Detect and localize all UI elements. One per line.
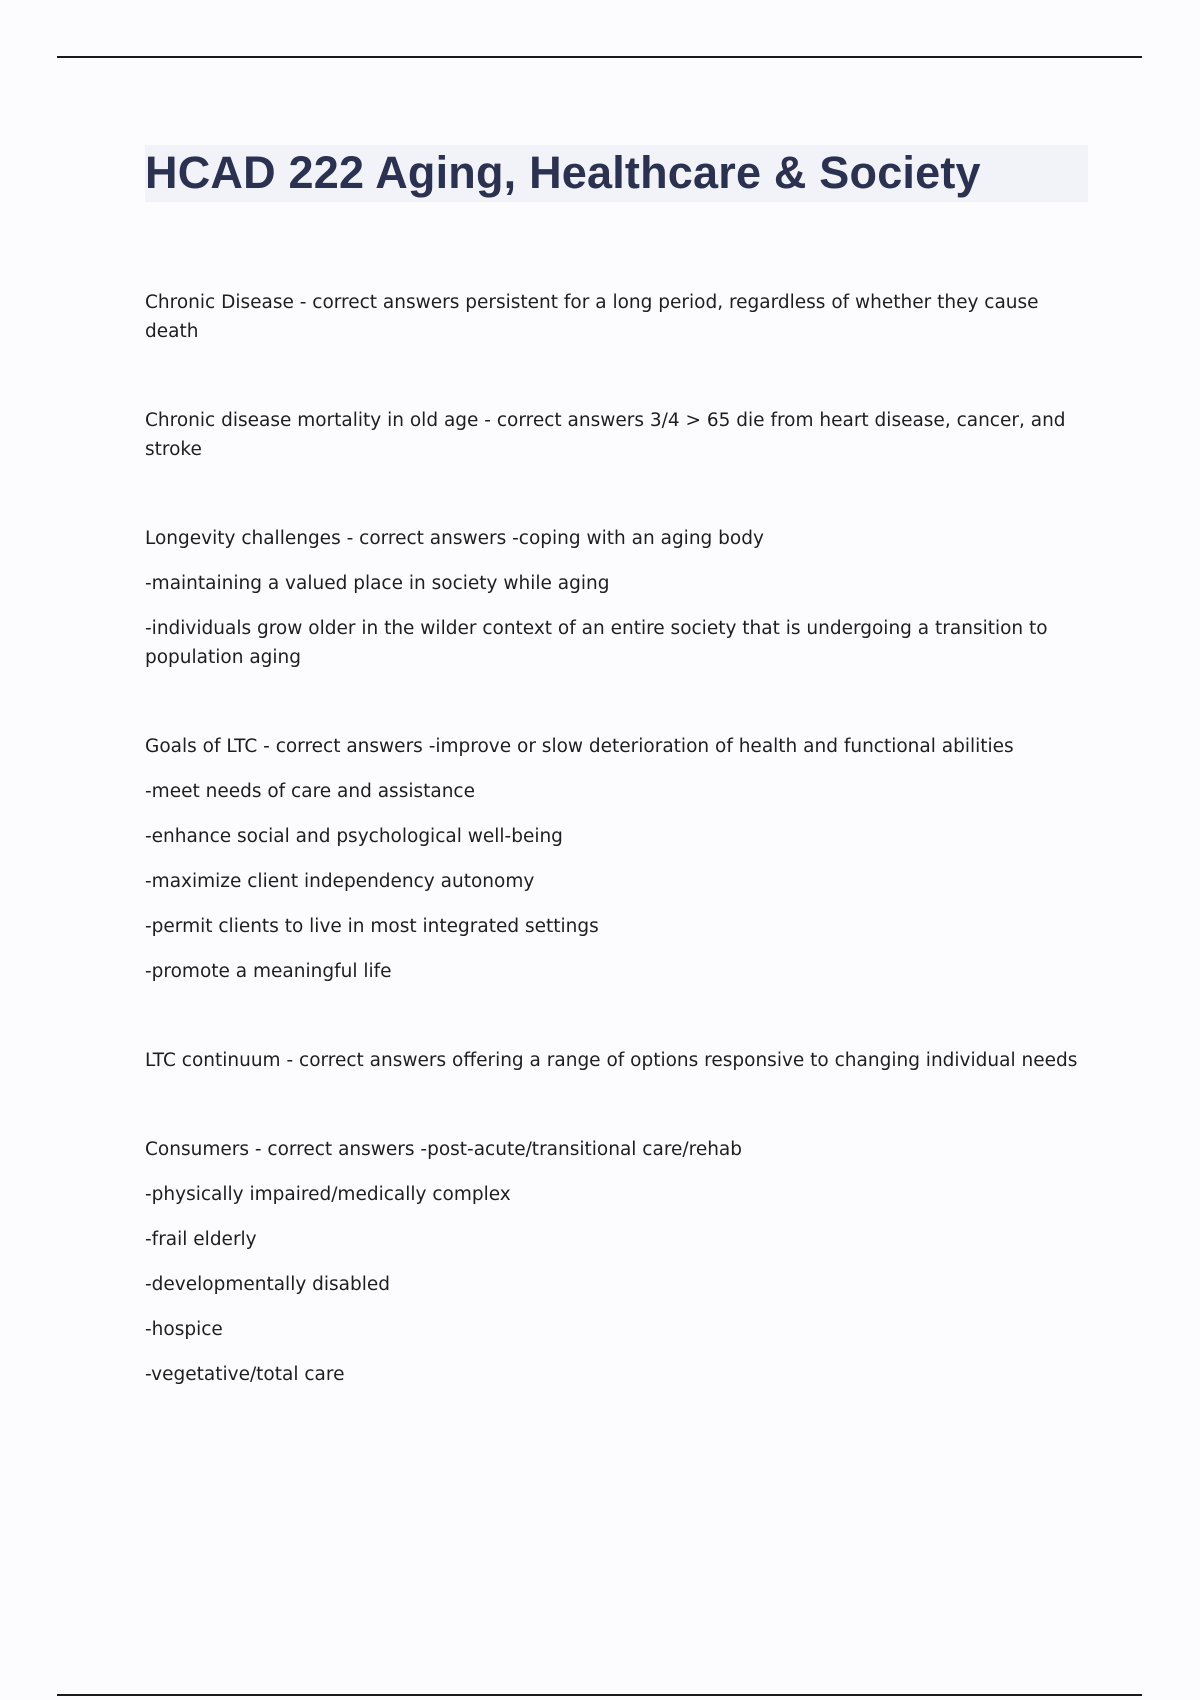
top-rule (57, 56, 1142, 58)
bottom-rule (57, 1694, 1142, 1696)
bullet-line: -frail elderly (145, 1229, 257, 1250)
term-definition: Longevity challenges - correct answers -coping with an aging body (145, 528, 764, 549)
bullet-line: -vegetative/total care (145, 1364, 345, 1385)
flashcard-chronic-disease (145, 288, 1080, 346)
bullet-line: -permit clients to live in most integrated settings (145, 916, 599, 937)
bullet-line: -promote a meaningful life (145, 961, 392, 982)
bullet-line: -maximize client independency autonomy (145, 871, 535, 892)
bullet-line: -maintaining a valued place in society while aging (145, 573, 610, 594)
flashcard-chronic-disease-mortality (145, 406, 1080, 464)
bullet-line: -physically impaired/medically complex (145, 1184, 511, 1205)
bullet-line: -individuals grow older in the wilder context of an entire society that is undergoing a transition to population aging (145, 618, 1048, 668)
bullet-line: -enhance social and psychological well-being (145, 826, 563, 847)
bullet-line: -hospice (145, 1319, 223, 1340)
term-definition: Consumers - correct answers -post-acute/transitional care/rehab (145, 1139, 743, 1160)
flashcard-consumers (145, 1135, 1080, 1389)
document-title: HCAD 222 Aging, Healthcare & Society (145, 147, 981, 198)
bullet-line: -developmentally disabled (145, 1274, 391, 1295)
flashcard-goals-of-ltc (145, 732, 1080, 986)
term-definition: Goals of LTC - correct answers -improve or slow deterioration of health and functional abilities (145, 736, 1014, 757)
term-definition: Chronic Disease - correct answers persistent for a long period, regardless of whether they cause death (145, 292, 1039, 342)
flashcard-longevity-challenges (145, 524, 1080, 672)
bullet-line: -meet needs of care and assistance (145, 781, 475, 802)
term-definition: Chronic disease mortality in old age - correct answers 3/4 > 65 die from heart disease, cancer, and stroke (145, 410, 1066, 460)
term-definition: LTC continuum - correct answers offering a range of options responsive to changing individual needs (145, 1050, 1078, 1071)
flashcard-ltc-continuum (145, 1046, 1080, 1075)
flashcard-list (145, 288, 1080, 1449)
